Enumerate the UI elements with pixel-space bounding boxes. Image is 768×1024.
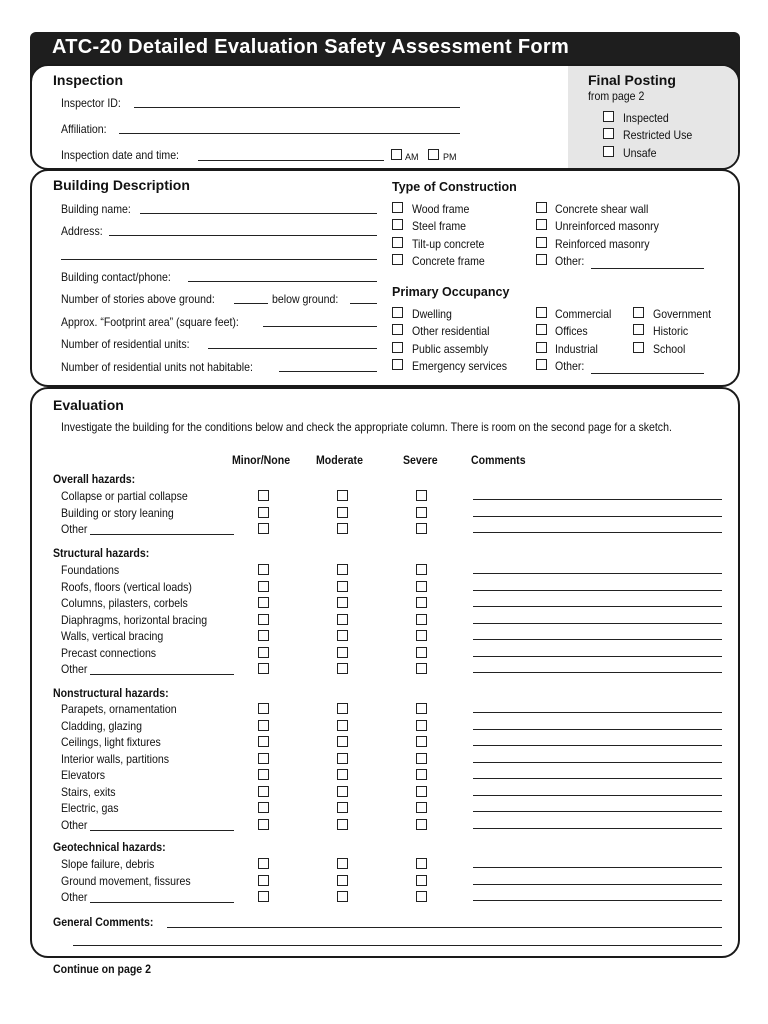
stories-above-field[interactable] xyxy=(234,303,268,304)
structural-moderate-checkbox[interactable] xyxy=(337,630,348,641)
overall-severe-checkbox[interactable] xyxy=(416,523,427,534)
structural-hazard-label: Walls, vertical bracing xyxy=(61,629,164,643)
construction-other-checkbox[interactable] xyxy=(536,254,547,265)
structural-comment-field[interactable] xyxy=(473,656,722,657)
inspector-id-field[interactable] xyxy=(134,107,460,108)
nonstructural-minor-checkbox[interactable] xyxy=(258,720,269,731)
am-checkbox[interactable] xyxy=(391,149,402,160)
footprint-field[interactable] xyxy=(263,326,377,327)
structural-hazards-heading: Structural hazards: xyxy=(53,546,150,560)
occupancy-offices-checkbox[interactable] xyxy=(536,324,547,335)
occupancy-government-label: Government xyxy=(653,307,712,321)
pm-checkbox[interactable] xyxy=(428,149,439,160)
occupancy-school-label: School xyxy=(653,342,686,356)
structural-moderate-checkbox[interactable] xyxy=(337,597,348,608)
geotechnical-hazards-heading: Geotechnical hazards: xyxy=(53,840,166,854)
structural-severe-checkbox[interactable] xyxy=(416,614,427,625)
nonstructural-comment-field[interactable] xyxy=(473,729,722,730)
address-label: Address: xyxy=(61,224,103,238)
residential-units-field[interactable] xyxy=(208,348,377,349)
nonstructural-comment-field[interactable] xyxy=(473,745,722,746)
occupancy-emergency-checkbox[interactable] xyxy=(392,359,403,370)
final-posting-subheading: from page 2 xyxy=(588,89,645,103)
geotechnical-minor-checkbox[interactable] xyxy=(258,875,269,886)
nonstructural-hazard-label: Parapets, ornamentation xyxy=(61,702,177,716)
geotechnical-hazard-label: Slope failure, debris xyxy=(61,857,155,871)
nonstructural-severe-checkbox[interactable] xyxy=(416,720,427,731)
structural-minor-checkbox[interactable] xyxy=(258,663,269,674)
construction-wood-label: Wood frame xyxy=(412,202,470,216)
geotechnical-minor-checkbox[interactable] xyxy=(258,858,269,869)
geotechnical-hazard-label: Ground movement, fissures xyxy=(61,874,191,888)
nonstructural-hazard-label: Other xyxy=(61,818,88,832)
nonstructural-severe-checkbox[interactable] xyxy=(416,753,427,764)
overall-hazard-label: Collapse or partial collapse xyxy=(61,489,188,503)
structural-severe-checkbox[interactable] xyxy=(416,581,427,592)
residential-units-label: Number of residential units: xyxy=(61,337,190,351)
nonstructural-moderate-checkbox[interactable] xyxy=(337,703,348,714)
nonstructural-comment-field[interactable] xyxy=(473,778,722,779)
units-not-habitable-label: Number of residential units not habitable: xyxy=(61,360,253,374)
occupancy-historic-checkbox[interactable] xyxy=(633,324,644,335)
nonstructural-hazard-label: Elevators xyxy=(61,768,106,782)
occupancy-commercial-label: Commercial xyxy=(555,307,612,321)
occupancy-government-checkbox[interactable] xyxy=(633,307,644,318)
structural-hazard-label: Columns, pilasters, corbels xyxy=(61,596,188,610)
column-minor-header: Minor/None xyxy=(232,453,291,467)
building-contact-field[interactable] xyxy=(188,281,377,282)
geotechnical-moderate-checkbox[interactable] xyxy=(337,875,348,886)
nonstructural-minor-checkbox[interactable] xyxy=(258,786,269,797)
occupancy-dwelling-label: Dwelling xyxy=(412,307,452,321)
structural-other-field[interactable] xyxy=(90,674,234,675)
occupancy-dwelling-checkbox[interactable] xyxy=(392,307,403,318)
structural-comment-field[interactable] xyxy=(473,623,722,624)
geotechnical-other-field[interactable] xyxy=(90,902,234,903)
overall-severe-checkbox[interactable] xyxy=(416,507,427,518)
column-moderate-header: Moderate xyxy=(316,453,363,467)
overall-minor-checkbox[interactable] xyxy=(258,490,269,501)
overall-comment-field[interactable] xyxy=(473,532,722,533)
nonstructural-moderate-checkbox[interactable] xyxy=(337,769,348,780)
overall-moderate-checkbox[interactable] xyxy=(337,490,348,501)
construction-reinforced-label: Reinforced masonry xyxy=(555,237,650,251)
nonstructural-hazard-label: Cladding, glazing xyxy=(61,719,143,733)
affiliation-label: Affiliation: xyxy=(61,122,107,136)
evaluation-instructions: Investigate the building for the conditions below and check the appropriate column. There is room on the second page for a sketch. xyxy=(61,420,672,434)
footprint-label: Approx. “Footprint area” (square feet): xyxy=(61,315,239,329)
structural-severe-checkbox[interactable] xyxy=(416,564,427,575)
construction-unreinforced-label: Unreinforced masonry xyxy=(555,219,659,233)
stories-below-field[interactable] xyxy=(350,303,377,304)
nonstructural-severe-checkbox[interactable] xyxy=(416,736,427,747)
geotechnical-severe-checkbox[interactable] xyxy=(416,875,427,886)
construction-shear-wall-label: Concrete shear wall xyxy=(555,202,649,216)
occupancy-other-label: Other: xyxy=(555,359,585,373)
posting-inspected-checkbox[interactable] xyxy=(603,111,614,122)
structural-minor-checkbox[interactable] xyxy=(258,614,269,625)
nonstructural-severe-checkbox[interactable] xyxy=(416,802,427,813)
nonstructural-hazard-label: Electric, gas xyxy=(61,801,119,815)
construction-tiltup-label: Tilt-up concrete xyxy=(412,237,485,251)
overall-minor-checkbox[interactable] xyxy=(258,507,269,518)
construction-wood-checkbox[interactable] xyxy=(392,202,403,213)
inspection-date-label: Inspection date and time: xyxy=(61,148,180,162)
nonstructural-moderate-checkbox[interactable] xyxy=(337,720,348,731)
construction-other-label: Other: xyxy=(555,254,585,268)
geotechnical-severe-checkbox[interactable] xyxy=(416,891,427,902)
construction-steel-checkbox[interactable] xyxy=(392,219,403,230)
structural-hazard-label: Roofs, floors (vertical loads) xyxy=(61,580,192,594)
nonstructural-moderate-checkbox[interactable] xyxy=(337,786,348,797)
nonstructural-severe-checkbox[interactable] xyxy=(416,819,427,830)
posting-inspected-label: Inspected xyxy=(623,111,669,125)
final-posting-heading: Final Posting xyxy=(588,72,676,88)
nonstructural-comment-field[interactable] xyxy=(473,828,722,829)
overall-comment-field[interactable] xyxy=(473,499,722,500)
building-description-heading: Building Description xyxy=(53,177,190,193)
structural-hazard-label: Diaphragms, horizontal bracing xyxy=(61,613,208,627)
construction-other-field[interactable] xyxy=(591,268,704,269)
construction-tiltup-checkbox[interactable] xyxy=(392,237,403,248)
occupancy-emergency-label: Emergency services xyxy=(412,359,508,373)
occupancy-other-field[interactable] xyxy=(591,373,704,374)
construction-concrete-frame-checkbox[interactable] xyxy=(392,254,403,265)
geotechnical-comment-field[interactable] xyxy=(473,867,722,868)
construction-heading: Type of Construction xyxy=(392,180,517,194)
overall-minor-checkbox[interactable] xyxy=(258,523,269,534)
overall-hazards-heading: Overall hazards: xyxy=(53,472,136,486)
address-field-line2[interactable] xyxy=(61,259,377,260)
building-name-field[interactable] xyxy=(140,213,377,214)
nonstructural-minor-checkbox[interactable] xyxy=(258,736,269,747)
structural-severe-checkbox[interactable] xyxy=(416,647,427,658)
geotechnical-moderate-checkbox[interactable] xyxy=(337,858,348,869)
occupancy-industrial-checkbox[interactable] xyxy=(536,342,547,353)
nonstructural-comment-field[interactable] xyxy=(473,795,722,796)
continue-note: Continue on page 2 xyxy=(53,962,151,976)
nonstructural-moderate-checkbox[interactable] xyxy=(337,819,348,830)
geotechnical-hazard-label: Other xyxy=(61,890,88,904)
building-contact-label: Building contact/phone: xyxy=(61,270,171,284)
column-comments-header: Comments xyxy=(471,453,526,467)
structural-severe-checkbox[interactable] xyxy=(416,630,427,641)
geotechnical-minor-checkbox[interactable] xyxy=(258,891,269,902)
nonstructural-comment-field[interactable] xyxy=(473,811,722,812)
structural-moderate-checkbox[interactable] xyxy=(337,581,348,592)
structural-comment-field[interactable] xyxy=(473,606,722,607)
nonstructural-severe-checkbox[interactable] xyxy=(416,769,427,780)
overall-hazard-label: Building or story leaning xyxy=(61,506,174,520)
occupancy-public-assembly-checkbox[interactable] xyxy=(392,342,403,353)
nonstructural-comment-field[interactable] xyxy=(473,712,722,713)
nonstructural-hazard-label: Interior walls, partitions xyxy=(61,752,169,766)
overall-moderate-checkbox[interactable] xyxy=(337,523,348,534)
nonstructural-hazards-heading: Nonstructural hazards: xyxy=(53,686,169,700)
structural-minor-checkbox[interactable] xyxy=(258,630,269,641)
structural-severe-checkbox[interactable] xyxy=(416,663,427,674)
overall-severe-checkbox[interactable] xyxy=(416,490,427,501)
inspection-heading: Inspection xyxy=(53,72,124,88)
pm-label: PM xyxy=(443,152,457,162)
geotechnical-severe-checkbox[interactable] xyxy=(416,858,427,869)
nonstructural-moderate-checkbox[interactable] xyxy=(337,802,348,813)
occupancy-historic-label: Historic xyxy=(653,324,689,338)
inspection-date-field[interactable] xyxy=(198,160,384,161)
structural-hazard-label: Precast connections xyxy=(61,646,157,660)
structural-minor-checkbox[interactable] xyxy=(258,647,269,658)
nonstructural-minor-checkbox[interactable] xyxy=(258,753,269,764)
structural-minor-checkbox[interactable] xyxy=(258,581,269,592)
construction-reinforced-checkbox[interactable] xyxy=(536,237,547,248)
inspector-id-label: Inspector ID: xyxy=(61,96,121,110)
occupancy-offices-label: Offices xyxy=(555,324,588,338)
affiliation-field[interactable] xyxy=(119,133,460,134)
building-name-label: Building name: xyxy=(61,202,131,216)
am-label: AM xyxy=(405,152,419,162)
posting-restricted-checkbox[interactable] xyxy=(603,128,614,139)
overall-comment-field[interactable] xyxy=(473,516,722,517)
nonstructural-minor-checkbox[interactable] xyxy=(258,819,269,830)
structural-minor-checkbox[interactable] xyxy=(258,597,269,608)
structural-severe-checkbox[interactable] xyxy=(416,597,427,608)
nonstructural-moderate-checkbox[interactable] xyxy=(337,736,348,747)
construction-unreinforced-checkbox[interactable] xyxy=(536,219,547,230)
nonstructural-minor-checkbox[interactable] xyxy=(258,769,269,780)
structural-hazard-label: Foundations xyxy=(61,563,120,577)
address-field-line1[interactable] xyxy=(109,235,377,236)
nonstructural-other-field[interactable] xyxy=(90,830,234,831)
posting-unsafe-checkbox[interactable] xyxy=(603,146,614,157)
occupancy-public-assembly-label: Public assembly xyxy=(412,342,489,356)
construction-shear-wall-checkbox[interactable] xyxy=(536,202,547,213)
posting-unsafe-label: Unsafe xyxy=(623,146,657,160)
stories-below-label: below ground: xyxy=(272,292,339,306)
nonstructural-comment-field[interactable] xyxy=(473,762,722,763)
nonstructural-hazard-label: Stairs, exits xyxy=(61,785,116,799)
stories-above-label: Number of stories above ground: xyxy=(61,292,215,306)
nonstructural-minor-checkbox[interactable] xyxy=(258,703,269,714)
geotechnical-comment-field[interactable] xyxy=(473,900,722,901)
structural-comment-field[interactable] xyxy=(473,672,722,673)
structural-moderate-checkbox[interactable] xyxy=(337,647,348,658)
nonstructural-severe-checkbox[interactable] xyxy=(416,786,427,797)
general-comments-label: General Comments: xyxy=(53,915,154,929)
structural-minor-checkbox[interactable] xyxy=(258,564,269,575)
occupancy-other-residential-label: Other residential xyxy=(412,324,490,338)
nonstructural-severe-checkbox[interactable] xyxy=(416,703,427,714)
units-not-habitable-field[interactable] xyxy=(279,371,377,372)
overall-moderate-checkbox[interactable] xyxy=(337,507,348,518)
general-comments-field-line2[interactable] xyxy=(73,945,722,946)
form-title: ATC-20 Detailed Evaluation Safety Assessment Form xyxy=(52,36,570,58)
structural-comment-field[interactable] xyxy=(473,590,722,591)
evaluation-heading: Evaluation xyxy=(53,397,124,413)
geotechnical-moderate-checkbox[interactable] xyxy=(337,891,348,902)
occupancy-school-checkbox[interactable] xyxy=(633,342,644,353)
nonstructural-hazard-label: Ceilings, light fixtures xyxy=(61,735,161,749)
structural-moderate-checkbox[interactable] xyxy=(337,564,348,575)
structural-comment-field[interactable] xyxy=(473,573,722,574)
overall-hazard-label: Other xyxy=(61,522,88,536)
geotechnical-comment-field[interactable] xyxy=(473,884,722,885)
construction-concrete-frame-label: Concrete frame xyxy=(412,254,485,268)
structural-comment-field[interactable] xyxy=(473,639,722,640)
nonstructural-moderate-checkbox[interactable] xyxy=(337,753,348,764)
occupancy-other-residential-checkbox[interactable] xyxy=(392,324,403,335)
occupancy-other-checkbox[interactable] xyxy=(536,359,547,370)
structural-moderate-checkbox[interactable] xyxy=(337,663,348,674)
column-severe-header: Severe xyxy=(403,453,438,467)
occupancy-commercial-checkbox[interactable] xyxy=(536,307,547,318)
overall-other-field[interactable] xyxy=(90,534,234,535)
occupancy-heading: Primary Occupancy xyxy=(392,285,510,299)
general-comments-field[interactable] xyxy=(167,927,722,928)
posting-restricted-label: Restricted Use xyxy=(623,128,693,142)
construction-steel-label: Steel frame xyxy=(412,219,466,233)
nonstructural-minor-checkbox[interactable] xyxy=(258,802,269,813)
occupancy-industrial-label: Industrial xyxy=(555,342,598,356)
structural-moderate-checkbox[interactable] xyxy=(337,614,348,625)
structural-hazard-label: Other xyxy=(61,662,88,676)
